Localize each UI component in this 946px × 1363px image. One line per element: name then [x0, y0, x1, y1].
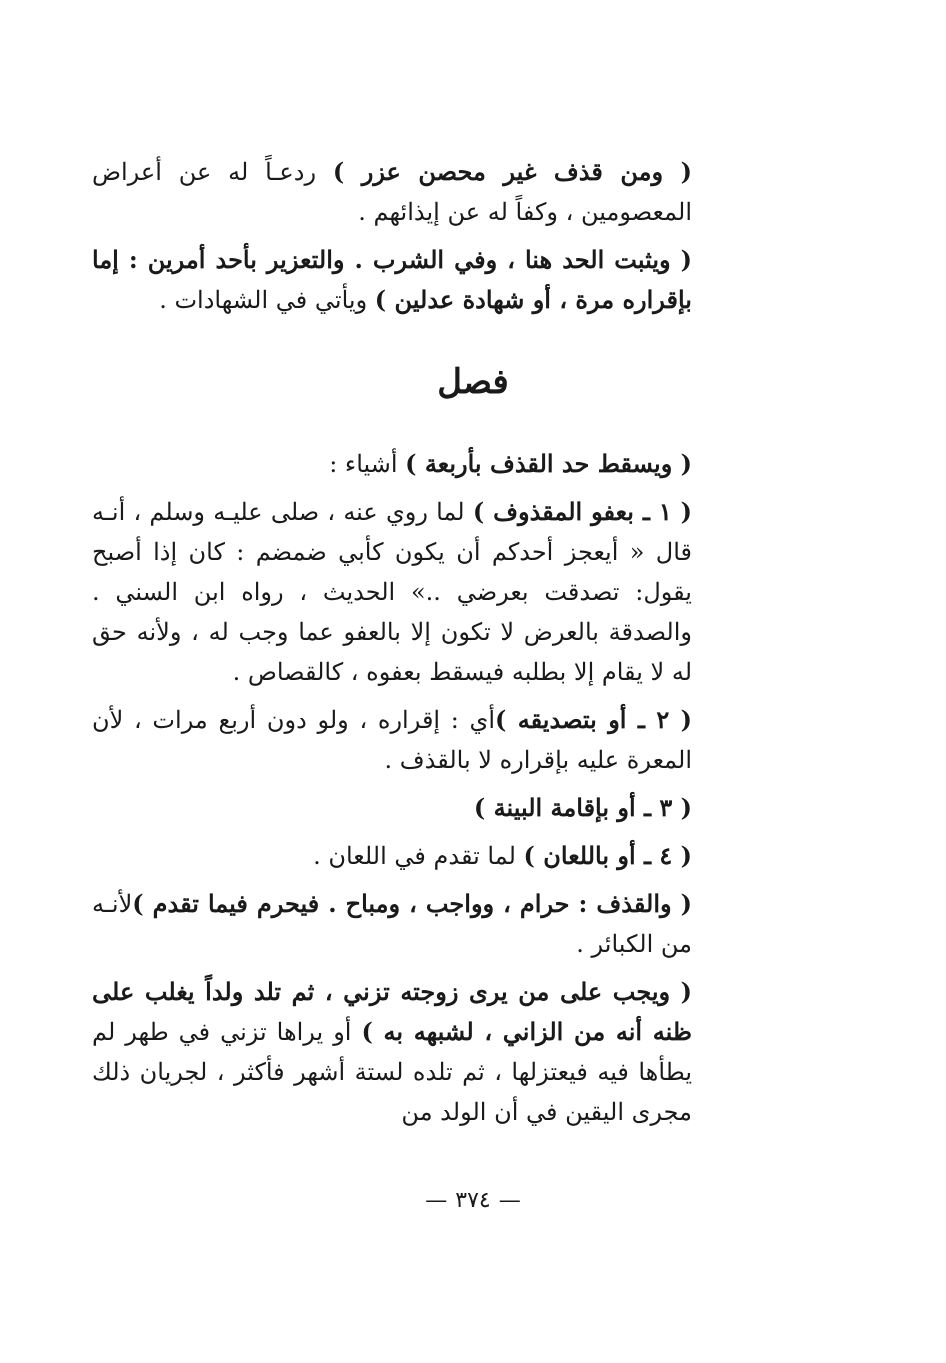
- section-paragraph-7: [92, 972, 740, 1132]
- page-number-dash-right: —: [425, 1188, 448, 1213]
- section-paragraph-2: [92, 492, 740, 692]
- section-heading: فصل: [437, 362, 509, 402]
- section-paragraph-1-bold: ( ويسقط حد القذف بأربعة ): [405, 449, 692, 478]
- section-paragraph-3-bold: ( ٢ ـ أو بتصديقه ): [495, 705, 693, 734]
- section-paragraph-4-bold: ( ٣ ـ أو بإقامة البينة ): [473, 793, 692, 822]
- section-paragraph-6-bold: ( والقذف : حرام ، وواجب ، ومباح . فيحرم فيما تقدم ): [132, 889, 692, 918]
- section-paragraph-3-text: أي : إقراره ، ولو دون أربع مرات ، لأن المعرة عليه بإقراره لا بالقذف .: [92, 706, 692, 774]
- paragraph-2-text: ويأتي في الشهادات .: [159, 286, 375, 314]
- section-paragraph-2-text: لما روي عنه ، صلى عليـه وسلم ، أنـه قال « أيعجز أحدكم أن يكون كأبي ضمضم : كان إذا أصبح يقول: تصدقت بعرضي ..» الحديث ، رواه ابن السني . والصدقة بالعرض لا تكون إلا بالعفو عما وجب له ، ولأنه حق له لا يقام إلا بطلبه فيسقط بعفوه ، كالقصاص .: [92, 498, 692, 686]
- section-paragraph-5-bold: ( ٤ ـ أو باللعان ): [523, 841, 692, 870]
- paragraph-1: [92, 152, 740, 232]
- page-number: [0, 1188, 946, 1213]
- section-paragraph-5-text: لما تقدم في اللعان .: [313, 842, 524, 870]
- section-paragraph-5: [92, 836, 740, 876]
- section-paragraph-6-text: لأنـه من الكبائر .: [92, 890, 692, 958]
- section-paragraph-2-bold: ( ١ ـ بعفو المقذوف ): [472, 497, 692, 526]
- intro-paragraphs: [92, 152, 740, 328]
- page-number-dash-left: —: [498, 1188, 521, 1213]
- section-paragraph-3: [92, 700, 740, 780]
- section-paragraph-7-text: أو يراها تزني في طهر لم يطأها فيه فيعتزلها ، ثم تلده لستة أشهر فأكثر ، لجريان ذلك مجرى اليقين في أن الولد من: [92, 1018, 692, 1126]
- section-paragraphs: [92, 444, 740, 1140]
- paragraph-2-bold: ( ويثبت الحد هنا ، وفي الشرب . والتعزير بأحد أمرين : إما بإقراره مرة ، أو شهادة عدلين ): [92, 245, 692, 314]
- paragraph-1-bold: ( ومن قذف غير محصن عزر ): [332, 157, 693, 186]
- page-number-value: ٣٧٤: [455, 1188, 491, 1213]
- section-paragraph-1: [92, 444, 740, 484]
- section-paragraph-6: [92, 884, 740, 964]
- section-paragraph-1-text: أشياء :: [329, 450, 406, 478]
- paragraph-2: [92, 240, 740, 320]
- section-paragraph-7-bold: ( ويجب على من يرى زوجته تزني ، ثم تلد ولداً يغلب على ظنه أنه من الزاني ، لشبهه به ): [92, 977, 692, 1046]
- section-paragraph-4: [92, 788, 740, 828]
- paragraph-1-text: ردعـاً له عن أعراض المعصومين ، وكفاً له عن إيذائهم .: [92, 158, 692, 226]
